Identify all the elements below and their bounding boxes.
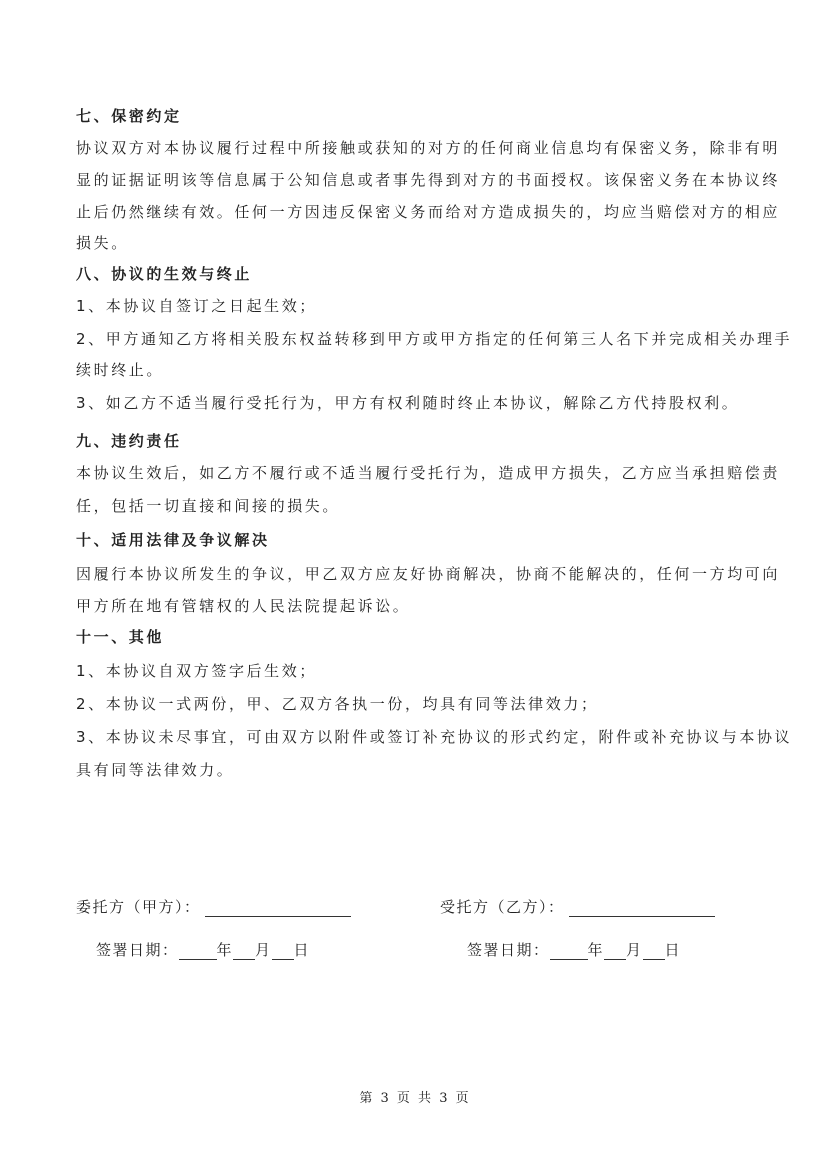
- year-label: 年: [587, 941, 605, 959]
- party-b-date: [467, 940, 681, 960]
- paragraph-line: 1、本协议自双方签字后生效；: [76, 662, 317, 680]
- section-heading: 十、适用法律及争议解决: [76, 531, 270, 549]
- day-label: 日: [293, 941, 311, 959]
- paragraph-line: 具有同等法律效力。: [76, 761, 235, 779]
- month-label: 月: [255, 941, 272, 959]
- day-blank: [272, 943, 294, 960]
- paragraph-line: 甲方所在地有管辖权的人民法院提起诉讼。: [76, 597, 411, 615]
- paragraph-line: 任，包括一切直接和间接的损失。: [76, 497, 341, 515]
- year-blank: [179, 943, 217, 960]
- paragraph-line: 续时终止。: [76, 361, 165, 379]
- paragraph-line: 2、本协议一式两份，甲、乙双方各执一份，均具有同等法律效力；: [76, 695, 599, 713]
- paragraph-line: 因履行本协议所发生的争议，甲乙双方应友好协商解决，协商不能解决的，任何一方均可向: [76, 565, 781, 583]
- party-b-label: 受托方（乙方）：: [440, 898, 565, 916]
- party-a-signature: [76, 897, 351, 917]
- day-blank: [643, 943, 665, 960]
- year-label: 年: [216, 941, 234, 959]
- year-blank: [550, 943, 588, 960]
- party-b-signature: [440, 897, 715, 917]
- month-blank: [604, 943, 626, 960]
- party-a-label: 委托方（甲方）：: [76, 898, 201, 916]
- date-label: 签署日期：: [96, 941, 179, 959]
- paragraph-line: 止后仍然继续有效。任何一方因违反保密义务而给对方造成损失的，均应当赔偿对方的相应: [76, 203, 781, 221]
- paragraph-line: 协议双方对本协议履行过程中所接触或获知的对方的任何商业信息均有保密义务，除非有明: [76, 139, 781, 157]
- paragraph-line: 1、本协议自签订之日起生效；: [76, 297, 317, 315]
- page-number: 第 3 页 共 3 页: [359, 1091, 471, 1106]
- section-heading: 七、保密约定: [76, 107, 182, 125]
- paragraph-line: 2、甲方通知乙方将相关股东权益转移到甲方或甲方指定的任何第三人名下并完成相关办理手: [76, 330, 793, 348]
- party-a-date: [96, 940, 310, 960]
- day-label: 日: [664, 941, 682, 959]
- party-a-signature-blank: [205, 900, 351, 917]
- month-blank: [233, 943, 255, 960]
- paragraph-line: 损失。: [76, 234, 129, 252]
- month-label: 月: [626, 941, 643, 959]
- paragraph-line: 显的证据证明该等信息属于公知信息或者事先得到对方的书面授权。该保密义务在本协议终: [76, 171, 781, 189]
- date-label: 签署日期：: [467, 941, 550, 959]
- paragraph-line: 3、本协议未尽事宜，可由双方以附件或签订补充协议的形式约定，附件或补充协议与本协议: [76, 728, 793, 746]
- section-heading: 十一、其他: [76, 628, 165, 646]
- paragraph-line: 本协议生效后，如乙方不履行或不适当履行受托行为，造成甲方损失，乙方应当承担赔偿责: [76, 464, 781, 482]
- section-heading: 九、违约责任: [76, 432, 182, 450]
- section-heading: 八、协议的生效与终止: [76, 265, 253, 283]
- party-b-signature-blank: [569, 900, 715, 917]
- paragraph-line: 3、如乙方不适当履行受托行为，甲方有权利随时终止本协议，解除乙方代持股权利。: [76, 394, 740, 412]
